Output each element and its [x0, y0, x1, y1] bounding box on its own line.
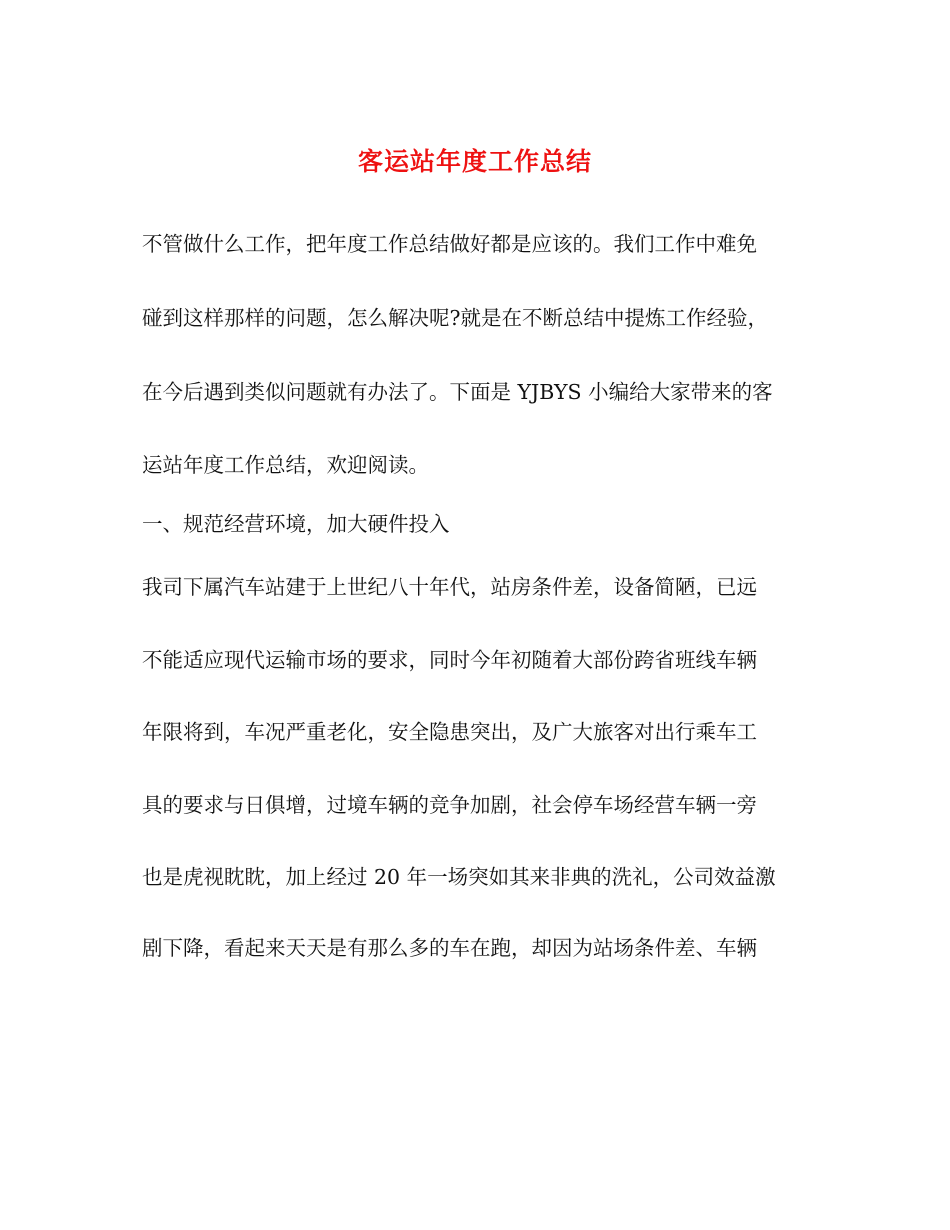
paragraph-line: 也是虎视眈眈，加上经过 20 年一场突如其来非典的洗礼，公司效益激	[142, 865, 776, 889]
section-heading: 一、规范经营环境，加大硬件投入	[142, 512, 450, 536]
paragraph-line: 不能适应现代运输市场的要求，同时今年初随着大部份跨省班线车辆	[142, 648, 757, 672]
paragraph-line: 剧下降，看起来天天是有那么多的车在跑，却因为站场条件差、车辆	[142, 936, 757, 960]
paragraph-line: 在今后遇到类似问题就有办法了。下面是 YJBYS 小编给大家带来的客	[142, 380, 773, 404]
paragraph-line: 具的要求与日俱增，过境车辆的竞争加剧，社会停车场经营车辆一旁	[142, 793, 757, 817]
paragraph-line: 不管做什么工作，把年度工作总结做好都是应该的。我们工作中难免	[142, 232, 757, 256]
paragraph-line: 碰到这样那样的问题，怎么解决呢?就是在不断总结中提炼工作经验，	[142, 306, 768, 330]
paragraph-line: 我司下属汽车站建于上世纪八十年代，站房条件差，设备简陋，已远	[142, 575, 757, 599]
document-title: 客运站年度工作总结	[357, 147, 592, 176]
paragraph-line: 运站年度工作总结，欢迎阅读。	[142, 453, 429, 477]
paragraph-line: 年限将到，车况严重老化，安全隐患突出，及广大旅客对出行乘车工	[142, 720, 757, 744]
